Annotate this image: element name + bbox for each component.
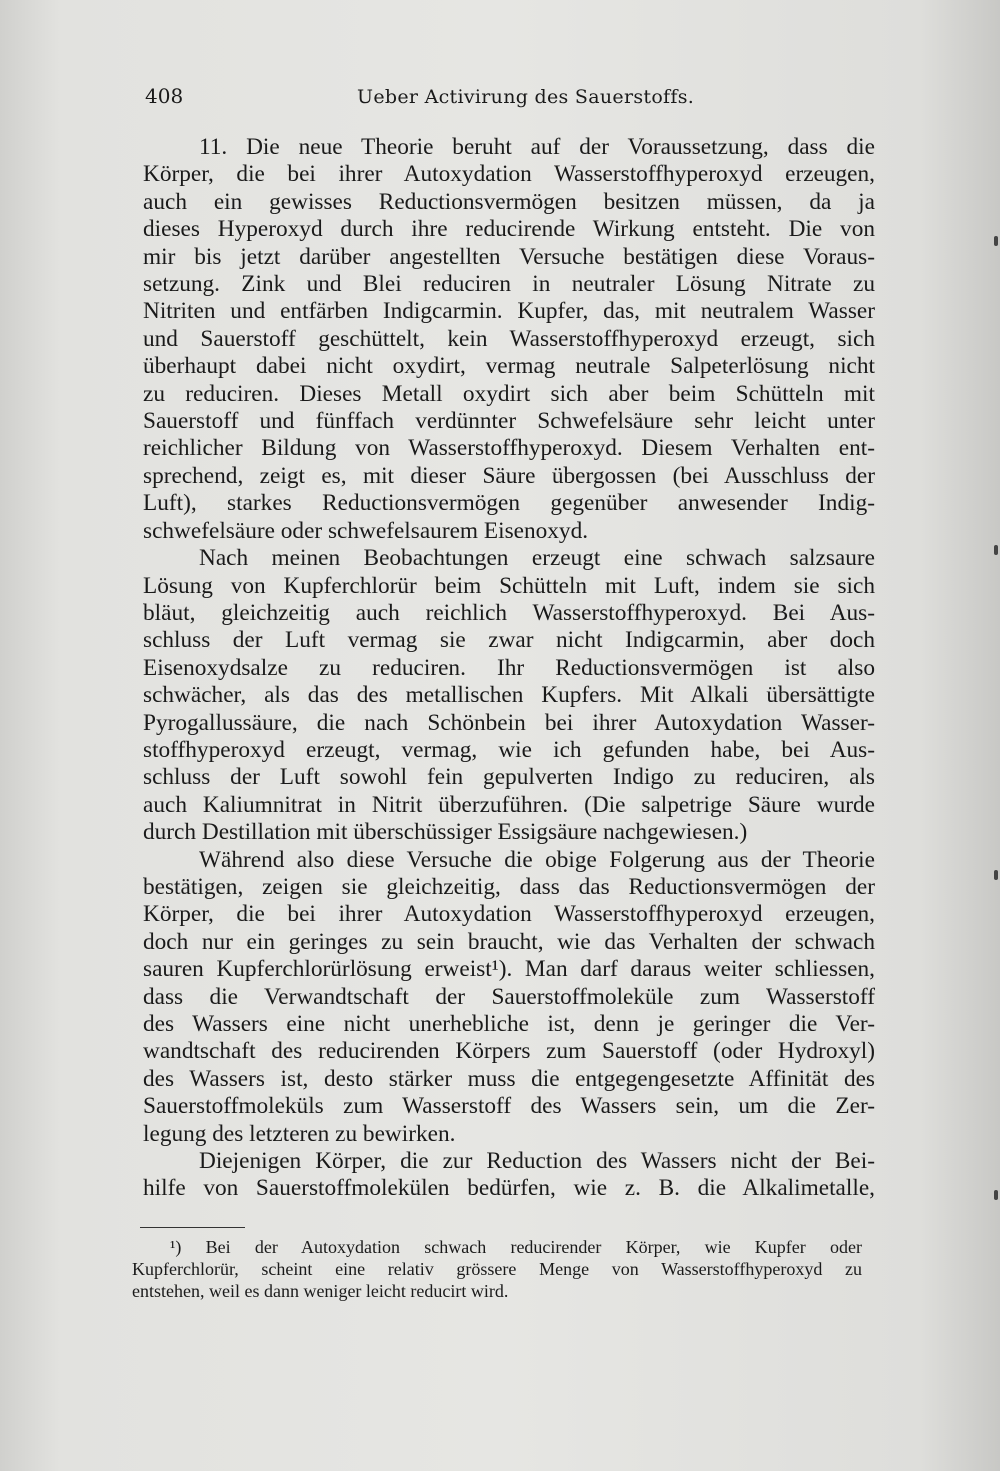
text-line: legung des letzteren zu bewirken. [143, 1120, 456, 1147]
text-line: stoffhyperoxyd erzeugt, vermag, wie ich gefunden habe, bei Aus- [143, 736, 875, 763]
text-line: Diejenigen Körper, die zur Reduction des Wassers nicht der Bei- [199, 1148, 875, 1175]
text-line: schluss der Luft vermag sie zwar nicht Indigcarmin, aber doch [143, 627, 875, 654]
text-line: sprechend, zeigt es, mit dieser Säure übergossen (bei Ausschluss der [143, 462, 875, 489]
text-line: dieses Hyperoxyd durch ihre reducirende Wirkung entsteht. Die von [143, 216, 875, 243]
text-line: Lösung von Kupferchlorür beim Schütteln mit Luft, indem sie sich [143, 572, 875, 599]
text-line: schwächer, als das des metallischen Kupfers. Mit Alkali übersättigte [143, 682, 875, 709]
footnote-line: ¹) Bei der Autoxydation schwach reducirender Körper, wie Kupfer oder [170, 1237, 862, 1257]
text-line: 11. Die neue Theorie beruht auf der Voraussetzung, dass die [199, 134, 875, 160]
text-line: Nitriten und entfärben Indigcarmin. Kupfer, das, mit neutralem Wasser [143, 298, 875, 325]
text-line: auch ein gewisses Reductionsvermögen besitzen müssen, da ja [143, 188, 875, 215]
text-line: auch Kaliumnitrat in Nitrit überzuführen. (Die salpetrige Säure wurde [143, 791, 875, 818]
text-line: doch nur ein geringes zu sein braucht, wie das Verhalten der schwach [143, 928, 875, 955]
text-line: Sauerstoffmoleküls zum Wasserstoff des Wassers sein, um die Zer- [143, 1093, 875, 1120]
page-number: 408 [145, 84, 184, 108]
body-text [143, 134, 875, 1203]
text-line: Körper, die bei ihrer Autoxydation Wasserstoffhyperoxyd erzeugen, [143, 901, 875, 928]
text-line: sauren Kupferchlorürlösung erweist¹). Man darf daraus weiter schliessen, [143, 956, 875, 983]
text-line: Eisenoxydsalze zu reduciren. Ihr Reductionsvermögen ist also [143, 654, 875, 681]
running-title: Ueber Activirung des Sauerstoffs. [357, 86, 695, 108]
text-line: setzung. Zink und Blei reduciren in neutraler Lösung Nitrate zu [143, 271, 875, 298]
text-line: zu reduciren. Dieses Metall oxydirt sich aber beim Schütteln mit [143, 380, 875, 407]
text-line: hilfe von Sauerstoffmolekülen bedürfen, wie z. B. die Alkalimetalle, [143, 1175, 875, 1202]
text-line: Nach meinen Beobachtungen erzeugt eine schwach salzsaure [199, 545, 875, 572]
footnote-line: entstehen, weil es dann weniger leicht reducirt wird. [132, 1281, 509, 1301]
text-line: Körper, die bei ihrer Autoxydation Wasserstoffhyperoxyd erzeugen, [143, 161, 875, 188]
text-line: und Sauerstoff geschüttelt, kein Wasserstoffhyperoxyd erzeugt, sich [143, 325, 875, 352]
text-line: schluss der Luft sowohl fein gepulverten Indigo zu reduciren, als [143, 764, 875, 791]
text-line: überhaupt dabei nicht oxydirt, vermag neutrale Salpeterlösung nicht [143, 353, 875, 380]
text-line: des Wassers ist, desto stärker muss die entgegengesetzte Affinität des [143, 1065, 875, 1092]
text-line: Luft), starkes Reductionsvermögen gegenüber anwesender Indig- [143, 490, 875, 517]
text-line: mir bis jetzt darüber angestellten Versuche bestätigen diese Voraus- [143, 243, 875, 270]
text-line: durch Destillation mit überschüssiger Essigsäure nachgewiesen.) [143, 819, 748, 846]
text-line: des Wassers eine nicht unerhebliche ist, denn je geringer die Ver- [143, 1011, 875, 1037]
text-line: Sauerstoff und fünffach verdünnter Schwefelsäure sehr leicht unter [143, 408, 875, 435]
scan-edge-mark [994, 236, 998, 246]
footnote-divider [140, 1227, 245, 1228]
scan-edge-mark [994, 1190, 998, 1200]
text-line: bestätigen, zeigen sie gleichzeitig, dass das Reductionsvermögen der [143, 873, 875, 900]
text-line: reichlicher Bildung von Wasserstoffhyperoxyd. Diesem Verhalten ent- [143, 435, 875, 462]
text-line: wandtschaft des reducirenden Körpers zum Sauerstoff (oder Hydroxyl) [143, 1038, 875, 1065]
text-line: schwefelsäure oder schwefelsaurem Eisenoxyd. [143, 517, 589, 544]
text-line: dass die Verwandtschaft der Sauerstoffmoleküle zum Wasserstoff [143, 983, 875, 1010]
scan-edge-mark [994, 545, 998, 555]
text-line: bläut, gleichzeitig auch reichlich Wasserstoffhyperoxyd. Bei Aus- [143, 599, 875, 626]
text-line: Während also diese Versuche die obige Folgerung aus der Theorie [199, 846, 875, 873]
footnote-line: Kupferchlorür, scheint eine relativ grössere Menge von Wasserstoffhyperoxyd zu [132, 1259, 862, 1279]
text-line: Pyrogallussäure, die nach Schönbein bei ihrer Autoxydation Wasser- [143, 709, 875, 736]
scan-edge-mark [994, 870, 998, 880]
footnotes [132, 1236, 862, 1302]
